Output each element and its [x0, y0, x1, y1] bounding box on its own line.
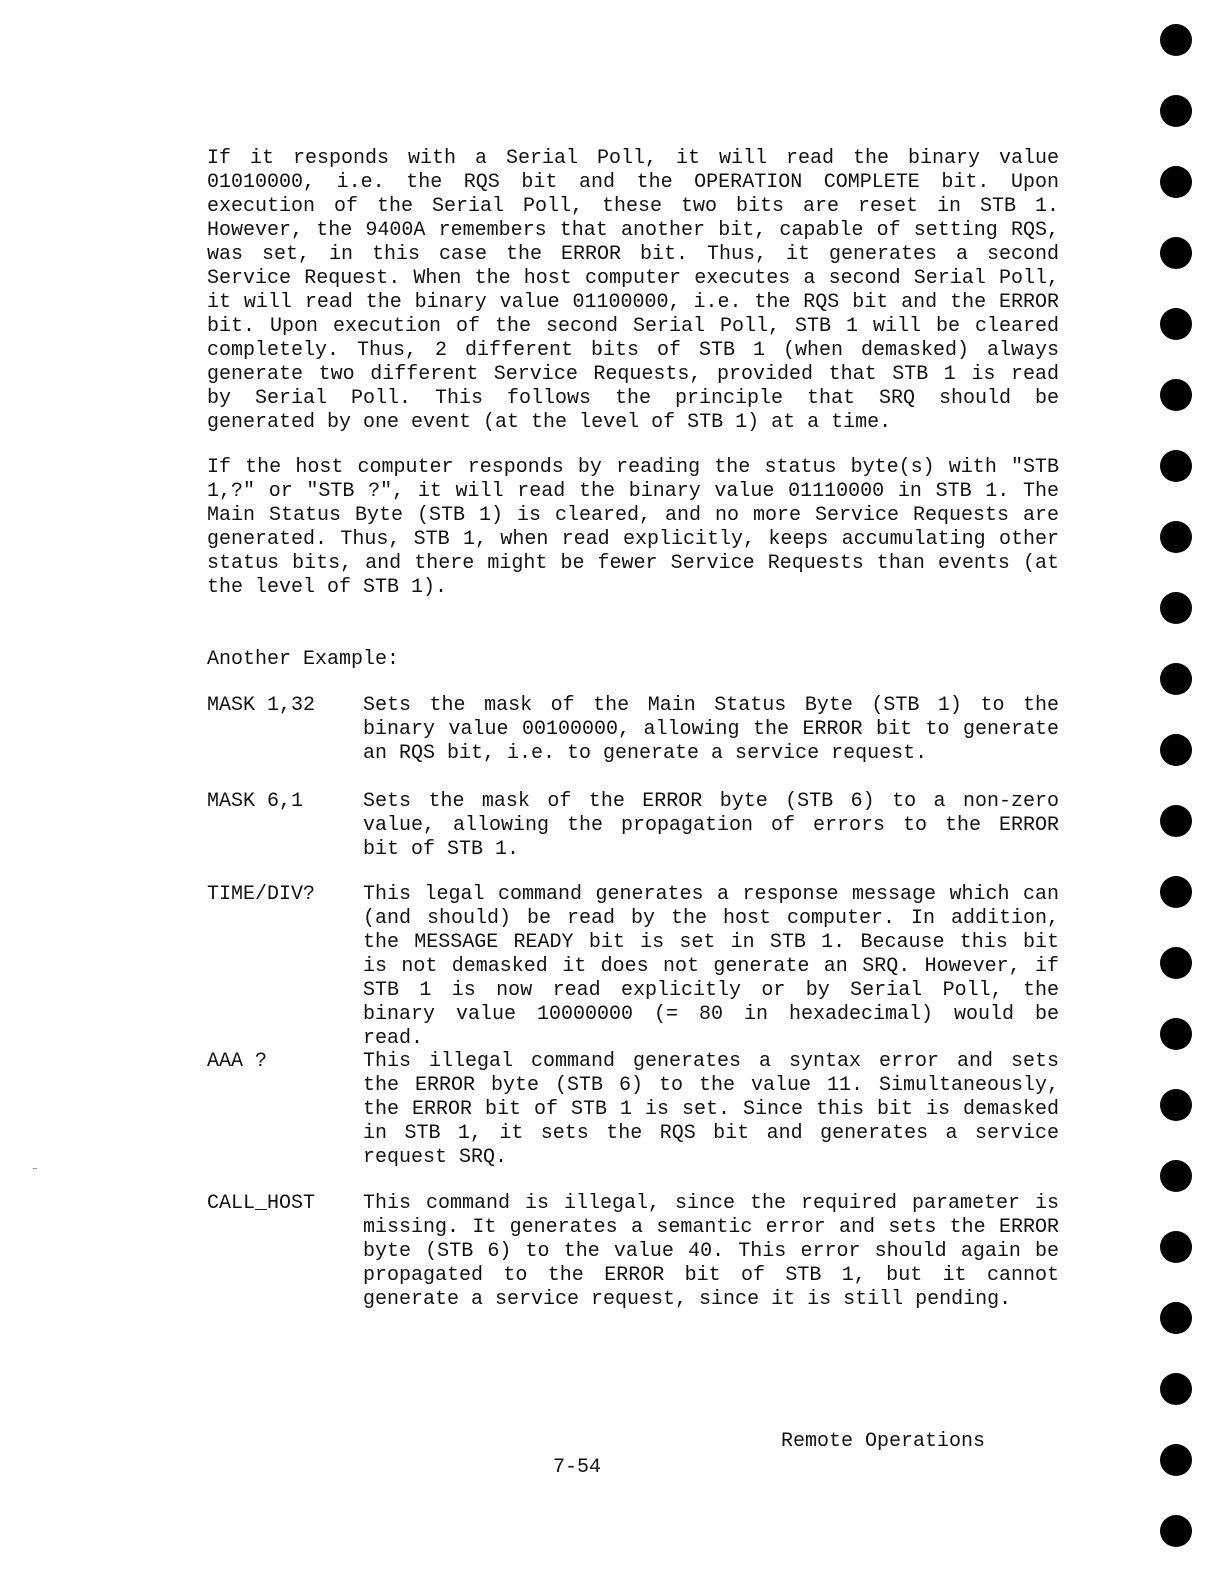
example-entry-time-div — [207, 883, 1059, 1051]
binder-hole-icon — [1160, 734, 1192, 766]
example-command: AAA ? — [207, 1050, 268, 1073]
binder-hole-icon — [1160, 95, 1192, 127]
binder-hole-icon — [1160, 308, 1192, 340]
binder-hole-icon — [1160, 876, 1192, 908]
example-entry-aaa — [207, 1050, 1059, 1170]
binder-hole-icon — [1160, 1373, 1192, 1405]
binder-hole-icon — [1160, 1160, 1192, 1192]
binder-hole-icon — [1160, 1444, 1192, 1476]
example-command: MASK 1,32 — [207, 694, 316, 717]
example-description: This command is illegal, since the required parameter is missing. It generates a semantic error and sets the ERROR byte (STB 6) to the value 40. This error should again be propagated to the ERROR bit of STB 1, but it cannot generate a service request, since it is still pending. — [363, 1192, 1059, 1311]
binder-hole-icon — [1160, 663, 1192, 695]
example-heading: Another Example: — [207, 648, 400, 671]
binder-hole-icon — [1160, 805, 1192, 837]
binder-hole-icon — [1160, 1231, 1192, 1263]
binder-hole-icon — [1160, 450, 1192, 482]
example-command: MASK 6,1 — [207, 790, 304, 813]
example-description: This legal command generates a response message which can (and should) be read by the host computer. In addition, the MESSAGE READY bit is set in STB 1. Because this bit is not demasked it does not generate an SRQ. However, if STB 1 is now read explicitly or by Serial Poll, the binary value 10000000 (= 80 in hexadecimal) would be read. — [363, 883, 1059, 1050]
paragraph-read-status: If the host computer responds by reading the status byte(s) with "STB 1,?" or "STB ?", it will read the binary value 01110000 in STB 1. The Main Status Byte (STB 1) is cleared, and no more Service Requests are generated. Thus, STB 1, when read explicitly, keeps accumulating other status bits, and there might be fewer Service Requests than events (at the level of STB 1). — [207, 456, 1059, 599]
example-entry-mask-6 — [207, 790, 1059, 862]
example-entry-mask-1 — [207, 694, 1059, 766]
binder-hole-icon — [1160, 1018, 1192, 1050]
binder-hole-icon — [1160, 24, 1192, 56]
example-entry-call-host — [207, 1192, 1059, 1312]
binder-hole-icon — [1160, 379, 1192, 411]
example-description: Sets the mask of the ERROR byte (STB 6) to a non-zero value, allowing the propagation of errors to the ERROR bit of STB 1. — [363, 790, 1059, 861]
binder-hole-icon — [1160, 521, 1192, 553]
scan-mark — [33, 1168, 37, 1169]
binder-hole-icon — [1160, 237, 1192, 269]
binder-hole-icon — [1160, 592, 1192, 624]
paragraph-serial-poll: If it responds with a Serial Poll, it will read the binary value 01010000, i.e. the RQS bit and the OPERATION COMPLETE bit. Upon execution of the Serial Poll, these two bits are reset in STB 1. However, the 9400A remembers that another bit, capable of setting RQS, was set, in this case the ERROR bit. Thus, it generates a second Service Request. When the host computer executes a second Serial Poll, it will read the binary value 01100000, i.e. the RQS bit and the ERROR bit. Upon execution of the second Serial Poll, STB 1 will be cleared completely. Thus, 2 different bits of STB 1 (when demasked) always generate two different Service Requests, provided that STB 1 is read by Serial Poll. This follows the principle that SRQ should be generated by one event (at the level of STB 1) at a time. — [207, 147, 1059, 434]
binder-hole-icon — [1160, 1515, 1192, 1547]
example-command: CALL_HOST — [207, 1192, 316, 1215]
example-description: Sets the mask of the Main Status Byte (STB 1) to the binary value 00100000, allowing the ERROR bit to generate an RQS bit, i.e. to generate a service request. — [363, 694, 1059, 765]
binder-hole-icon — [1160, 1302, 1192, 1334]
example-command: TIME/DIV? — [207, 883, 316, 906]
example-description: This illegal command generates a syntax error and sets the ERROR byte (STB 6) to the value 11. Simultaneously, the ERROR bit of STB 1 is set. Since this bit is demasked in STB 1, it sets the RQS bit and generates a service request SRQ. — [363, 1050, 1059, 1169]
binder-hole-icon — [1160, 947, 1192, 979]
binder-hole-icon — [1160, 166, 1192, 198]
footer-section-title: Remote Operations — [781, 1430, 986, 1453]
binder-hole-icon — [1160, 1089, 1192, 1121]
footer-page-number: 7-54 — [553, 1456, 602, 1479]
